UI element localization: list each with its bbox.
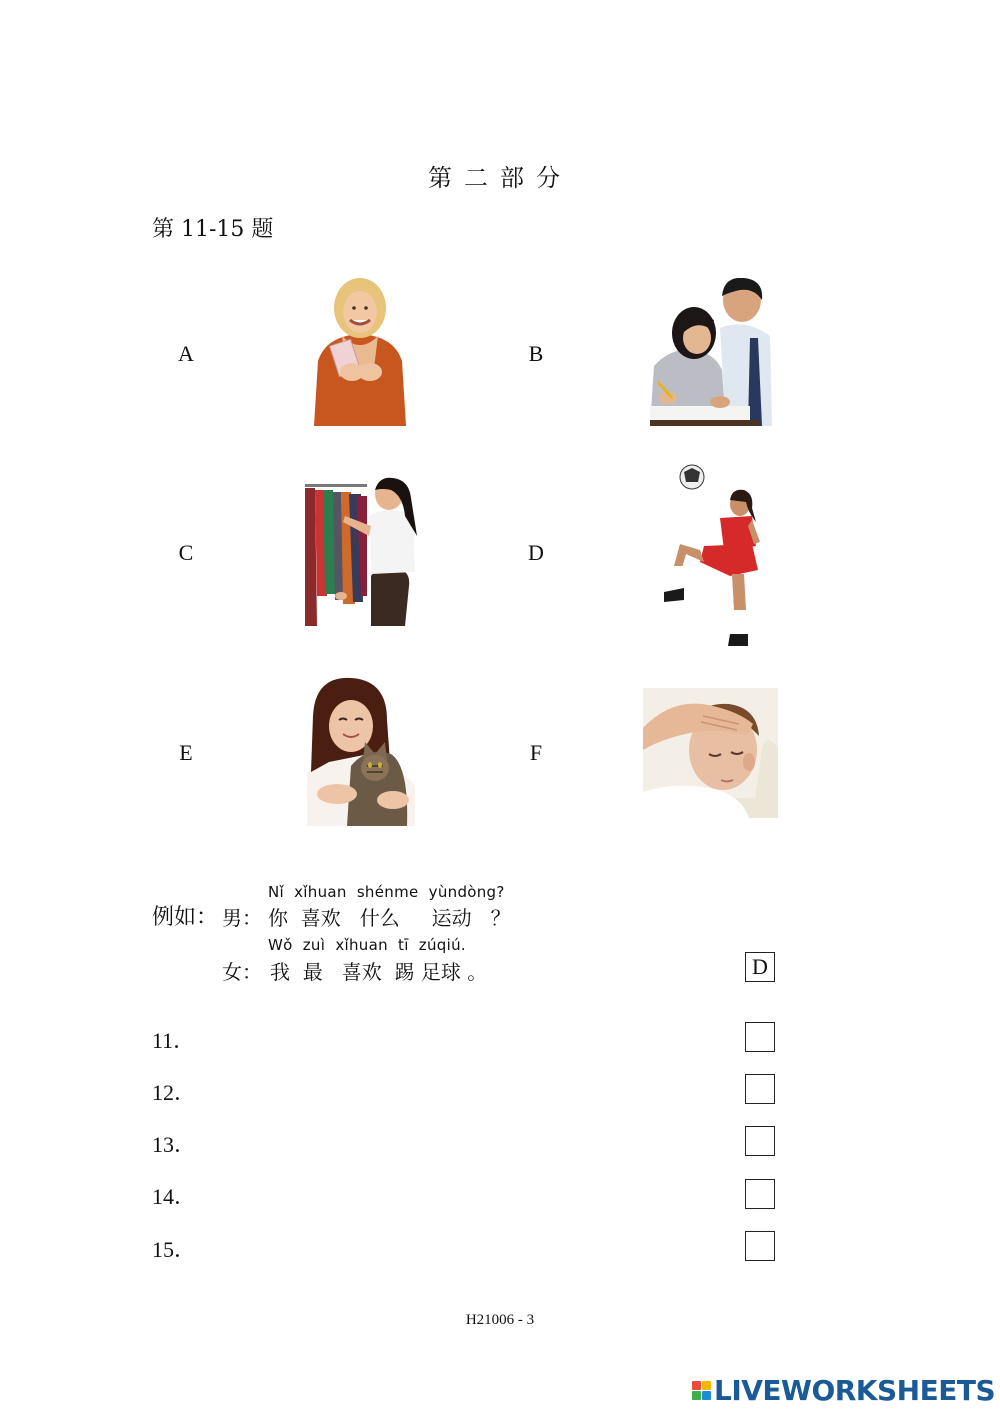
answer-box-11[interactable]: [745, 1022, 775, 1052]
speaker-male: 男：: [222, 906, 262, 930]
example-pinyin-2: Wǒ zuì xǐhuan tī zúqiú.: [268, 936, 466, 954]
question-number-15: 15．: [152, 1237, 197, 1262]
photo-father-helping-daughter-homework: [650, 278, 772, 426]
example-label: 例如：: [152, 905, 219, 930]
question-number-14: 14．: [152, 1184, 197, 1209]
section-title: 第二部分: [428, 164, 572, 192]
liveworksheets-brand[interactable]: [692, 1374, 995, 1407]
option-letter-d: D: [528, 540, 544, 565]
question-range: 第 11-15 题: [152, 217, 274, 242]
liveworksheets-brand-text: LIVEWORKSHEETS: [714, 1374, 996, 1407]
option-letter-e: E: [179, 740, 193, 765]
answer-box-14[interactable]: [745, 1179, 775, 1209]
example-hanzi-2: 我 最 喜欢 踢 足球 。: [270, 960, 488, 984]
answer-box-12[interactable]: [745, 1074, 775, 1104]
question-number-11: 11．: [152, 1028, 196, 1053]
photo-woman-hugging-cat: [307, 676, 415, 826]
photo-woman-shopping-clothes: [305, 476, 419, 626]
page-footer: H21006 - 3: [465, 1312, 535, 1328]
option-letter-f: F: [529, 740, 543, 765]
option-letter-b: B: [528, 341, 544, 366]
example-answer-box: D: [745, 952, 775, 982]
answer-box-13[interactable]: [745, 1126, 775, 1156]
question-number-12: 12．: [152, 1080, 197, 1105]
question-number-13: 13．: [152, 1132, 197, 1157]
photo-girl-playing-soccer: [660, 462, 760, 650]
example-pinyin-1: Nǐ xǐhuan shénme yùndòng?: [268, 883, 505, 901]
option-letter-c: C: [178, 540, 194, 565]
photo-sick-boy-fever: [643, 688, 778, 818]
liveworksheets-logo-icon: [692, 1381, 711, 1400]
answer-box-15[interactable]: [745, 1231, 775, 1261]
speaker-female: 女：: [222, 960, 262, 984]
example-hanzi-1: 你 喜欢 什么 运动 ？: [268, 906, 511, 930]
logo-square-blue: [702, 1391, 711, 1400]
logo-square-yellow: [702, 1381, 711, 1390]
logo-square-green: [692, 1391, 701, 1400]
photo-woman-holding-money: [312, 276, 408, 426]
option-letter-a: A: [178, 341, 194, 366]
logo-square-red: [692, 1381, 701, 1390]
